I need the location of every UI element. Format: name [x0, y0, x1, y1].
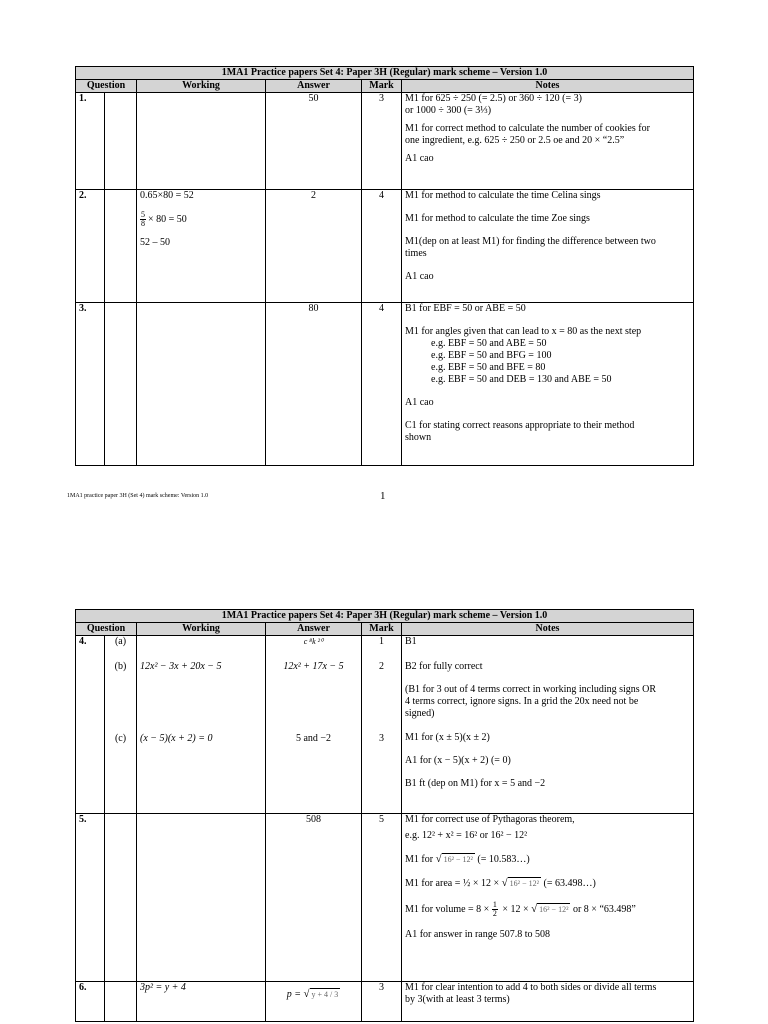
- table-title: 1MA1 Practice papers Set 4: Paper 3H (Regular) mark scheme – Version 1.0: [76, 67, 694, 80]
- col-question: Question: [76, 623, 137, 636]
- answer-cell: c ⁸k ²⁰ 12x² + 17x − 5 5 and −2: [266, 636, 362, 814]
- col-notes: Notes: [402, 623, 694, 636]
- mark-scheme-table-2: [75, 609, 694, 1022]
- col-mark: Mark: [362, 623, 402, 636]
- question-number: 4.: [76, 636, 105, 814]
- question-number: 6.: [76, 982, 105, 1022]
- notes-cell: M1 for clear intention to add 4 to both sides or divide all terms by 3(with at least 3 terms): [402, 982, 694, 1022]
- mark-cell: 3: [362, 982, 402, 1022]
- col-answer: Answer: [266, 623, 362, 636]
- col-answer: Answer: [266, 80, 362, 93]
- fraction: $\frac{1}{2}$: [492, 900, 497, 918]
- working-cell: 0.65×80 = 52 $\frac{5}{8}$ × 80 = 50 52 – 50: [137, 190, 266, 303]
- answer-cell: p = √ y + 4 / 3: [266, 982, 362, 1022]
- working-cell: 3p² = y + 4: [137, 982, 266, 1022]
- question-number: 5.: [76, 814, 105, 982]
- mark-cell: 3: [362, 93, 402, 190]
- table-row: [76, 814, 694, 982]
- question-number: 3.: [76, 303, 105, 466]
- page-number: 1: [380, 490, 386, 502]
- col-working: Working: [137, 80, 266, 93]
- table-row: [76, 982, 694, 1022]
- col-mark: Mark: [362, 80, 402, 93]
- notes-cell: B1 B2 for fully correct (B1 for 3 out of 4 terms correct in working including signs OR 4 terms correct, ignore signs. In a grid the 20x need not be signed) M1 for (x ± 5)(x ± 2) A1 for (x − 5)(x + 2) (= 0) B1 ft (dep on M1) for x = 5 and −2: [402, 636, 694, 814]
- table-row: [76, 190, 694, 303]
- mark-scheme-table-1: [75, 66, 694, 466]
- col-notes: Notes: [402, 80, 694, 93]
- col-question: Question: [76, 80, 137, 93]
- answer-cell: 508: [266, 814, 362, 982]
- table-row: [76, 303, 694, 466]
- mark-cell: 4: [362, 303, 402, 466]
- mark-cell: 5: [362, 814, 402, 982]
- working-cell: 12x² − 3x + 20x − 5 (x − 5)(x + 2) = 0: [137, 636, 266, 814]
- answer-cell: 50: [266, 93, 362, 190]
- answer-cell: 2: [266, 190, 362, 303]
- fraction: $\frac{5}{8}$: [141, 210, 145, 228]
- notes-cell: M1 for correct use of Pythagoras theorem, e.g. 12² + x² = 16² or 16² − 12² M1 for √ 16² − 12² (= 10.583…) M1 for area = ½ × 12 × √ 16² − 12² (= 63.498…) M1 for volume = 8 × $\frac{1}{2}$ × 12 × √ 16² − 12² or 8 × “63.498” A1 for answer in range 507.8 to 508: [402, 814, 694, 982]
- table-row: [76, 93, 694, 190]
- question-number: 2.: [76, 190, 105, 303]
- sqrt-expression: 16² − 12²: [443, 855, 473, 864]
- table-title: 1MA1 Practice papers Set 4: Paper 3H (Regular) mark scheme – Version 1.0: [76, 610, 694, 623]
- mark-cell: 1 2 3: [362, 636, 402, 814]
- page-footer: 1MA1 practice paper 3H (Set 4) mark scheme: Version 1.0: [67, 493, 209, 499]
- notes-cell: M1 for 625 ÷ 250 (= 2.5) or 360 ÷ 120 (= 3) or 1000 ÷ 300 (= 3⅓) M1 for correct method to calculate the number of cookies for one ingredient, e.g. 625 ÷ 250 or 2.5 oe and 20 × “2.5” A1 cao: [402, 93, 694, 190]
- col-working: Working: [137, 623, 266, 636]
- notes-cell: M1 for method to calculate the time Celina sings M1 for method to calculate the time Zoe sings M1(dep on at least M1) for finding the difference between two times A1 cao: [402, 190, 694, 303]
- table-row: [76, 636, 694, 814]
- notes-cell: B1 for EBF = 50 or ABE = 50 M1 for angles given that can lead to x = 80 as the next step e.g. EBF = 50 and ABE = 50 e.g. EBF = 50 and BFG = 100 e.g. EBF = 50 and BFE = 80 e.g. EBF = 50 and DEB = 130 and ABE = 50 A1 cao C1 for stating correct reasons appropriate to their method shown: [402, 303, 694, 466]
- question-number: 1.: [76, 93, 105, 190]
- mark-cell: 4: [362, 190, 402, 303]
- part-cell: (a) (b) (c): [105, 636, 137, 814]
- answer-cell: 80: [266, 303, 362, 466]
- page-2: [0, 540, 768, 1024]
